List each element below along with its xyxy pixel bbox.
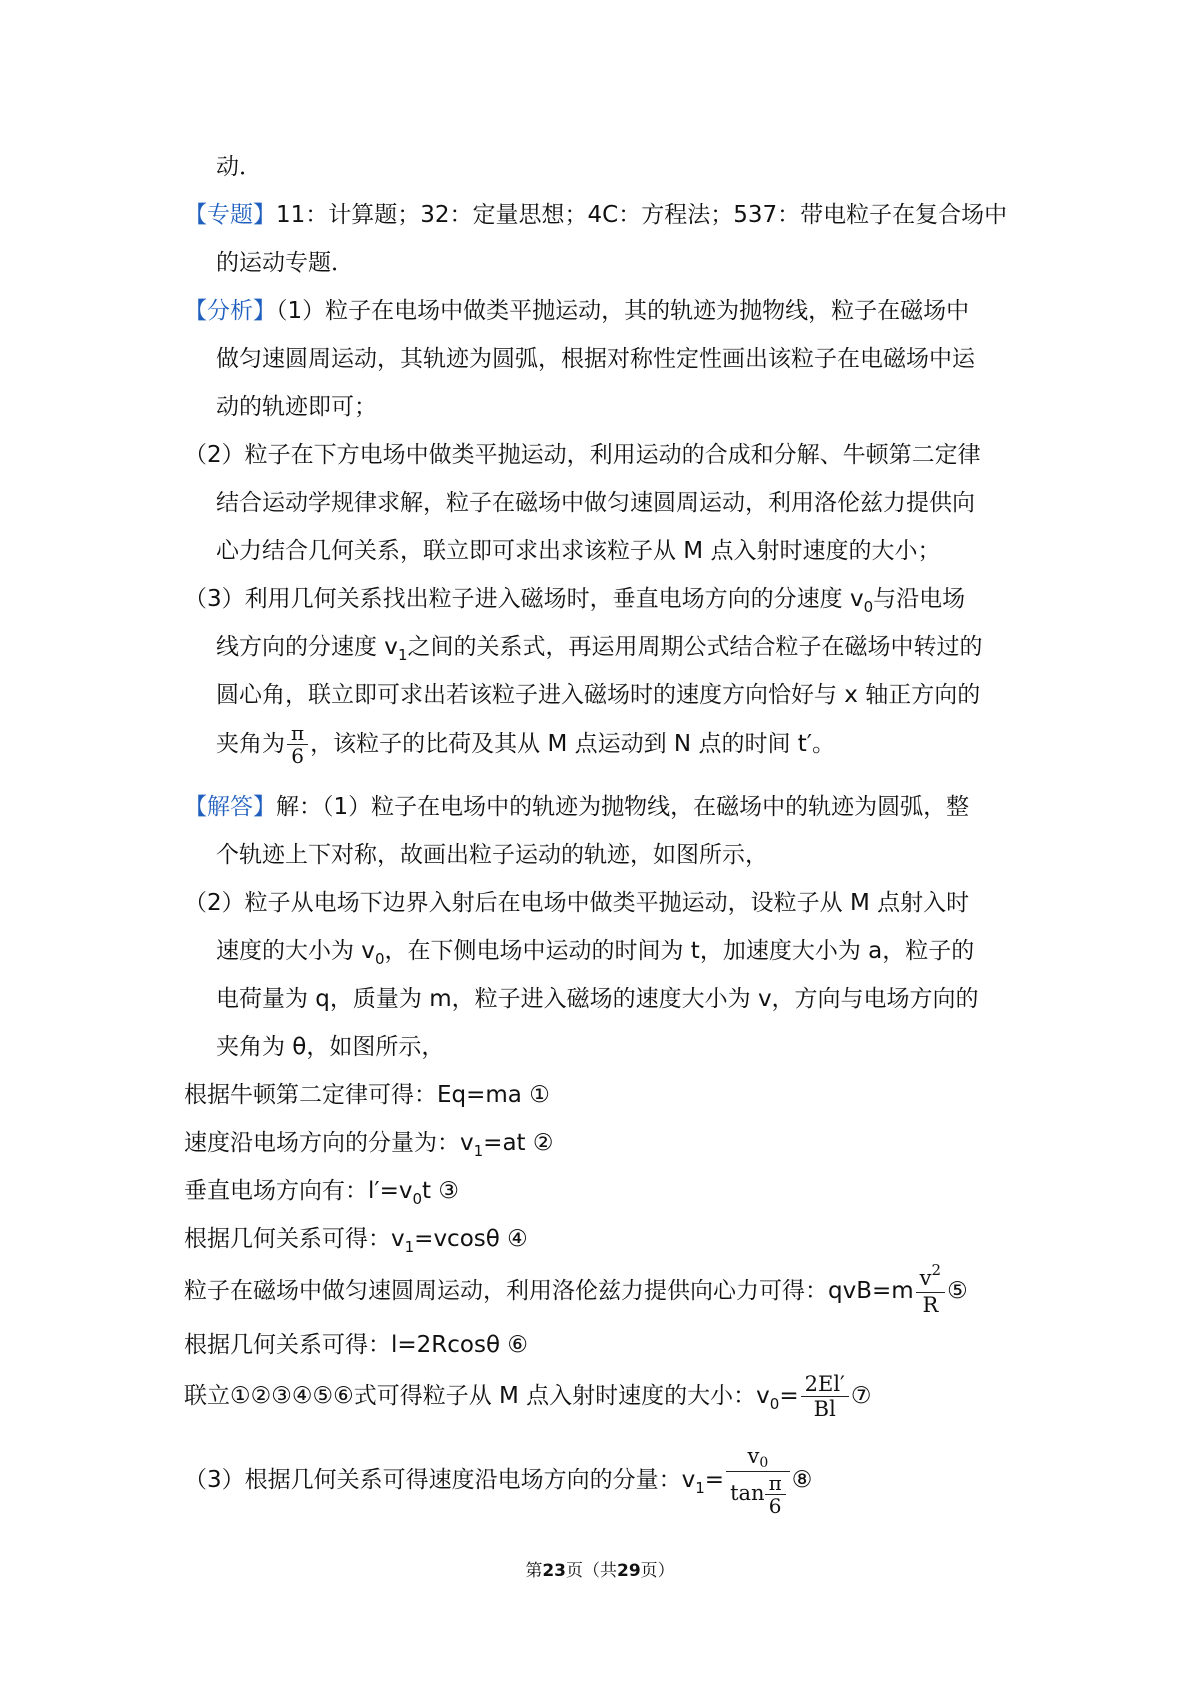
equation-3: 垂直电场方向有：$l'=v_0t$ ③	[184, 1178, 459, 1208]
text-line: 个轨迹上下对称，故画出粒子运动的轨迹，如图所示，	[216, 842, 768, 868]
analysis-line: 【分析】（1）粒子在电场中做类平抛运动，其的轨迹为抛物线，粒子在磁场中	[184, 298, 970, 324]
text-line: 圆心角，联立即可求出若该粒子进入磁场时的速度方向恰好与 x 轴正方向的	[216, 682, 981, 708]
fraction-v2-over-R: $\frac{v^2}{R}$	[916, 1266, 945, 1317]
equation-7: 联立①②③④⑤⑥式可得粒子从 M 点入射时速度的大小：$v_0=$ $\frac{2El'}{Bl}$ ⑦	[184, 1372, 872, 1421]
equation-8: （3）根据几何关系可得速度沿电场方向的分量：$v_1=$ v0 tan $\frac{\pi}{6}$ ⑧	[184, 1444, 813, 1518]
page-total: 29	[617, 1561, 641, 1581]
page-number: 23	[542, 1561, 566, 1581]
text-line: 线方向的分速度 $v_1$之间的关系式，再运用周期公式结合粒子在磁场中转过的	[216, 634, 983, 664]
text-line: 结合运动学规律求解，粒子在磁场中做匀速圆周运动，利用洛伦兹力提供向	[216, 490, 975, 516]
page-footer: 第23页（共29页）	[525, 1561, 675, 1581]
text-line: （3）利用几何关系找出粒子进入磁场时，垂直电场方向的分速度 $v_0$与沿电场	[184, 586, 966, 616]
topic-tag: 【专题】	[184, 202, 276, 228]
text-line: 做匀速圆周运动，其轨迹为圆弧，根据对称性定性画出该粒子在电磁场中运	[216, 346, 975, 372]
text-line: 速度的大小为 $v_0$，在下侧电场中运动的时间为 t，加速度大小为 a，粒子的	[216, 938, 975, 968]
equation-4: 根据几何关系可得：$v_1=vcos\theta$ ④	[184, 1226, 528, 1256]
text-line: 心力结合几何关系，联立即可求出求该粒子从 M 点入射时速度的大小；	[216, 538, 941, 564]
equation-2: 速度沿电场方向的分量为：$v_1=at$ ②	[184, 1130, 554, 1160]
fraction-pi-over-6: $\frac{\pi}{6}$	[287, 722, 308, 767]
equation-5: 粒子在磁场中做匀速圆周运动，利用洛伦兹力提供向心力可得：qvB=m $\frac{v^2}{R}$ ⑤	[184, 1261, 968, 1317]
text-line: （2）粒子在下方电场中做类平抛运动，利用运动的合成和分解、牛顿第二定律	[184, 442, 981, 468]
topic-line: 【专题】11：计算题；32：定量思想；4C：方程法；537：带电粒子在复合场中	[184, 202, 1008, 228]
fraction-pi-over-6-inner: $\frac{\pi}{6}$	[765, 1472, 786, 1517]
text-line: 夹角为 $\frac{\pi}{6}$ ，该粒子的比荷及其从 M 点运动到 N 点的时间 t′。	[216, 721, 836, 768]
solution-line: 【解答】解：（1）粒子在电场中的轨迹为抛物线，在磁场中的轨迹为圆弧，整	[184, 794, 970, 820]
text-line: 的运动专题．	[216, 250, 354, 276]
text-line: （2）粒子从电场下边界入射后在电场中做类平抛运动，设粒子从 M 点射入时	[184, 890, 970, 916]
text-line: 电荷量为 q，质量为 m，粒子进入磁场的速度大小为 v，方向与电场方向的	[216, 986, 979, 1012]
equation-6: 根据几何关系可得：l=2Rcosθ ⑥	[184, 1332, 528, 1358]
text-line: 动的轨迹即可；	[216, 394, 377, 420]
fraction-v0-over-tan: v0 tan $\frac{\pi}{6}$	[726, 1444, 790, 1517]
analysis-tag: 【分析】	[184, 298, 276, 324]
solution-tag: 【解答】	[184, 794, 276, 820]
text-line: 夹角为 θ，如图所示，	[216, 1034, 445, 1060]
fraction-2El-over-Bl: $\frac{2El'}{Bl}$	[801, 1372, 849, 1421]
text-line: 动．	[216, 154, 262, 180]
equation-1: 根据牛顿第二定律可得：Eq=ma ①	[184, 1082, 550, 1108]
